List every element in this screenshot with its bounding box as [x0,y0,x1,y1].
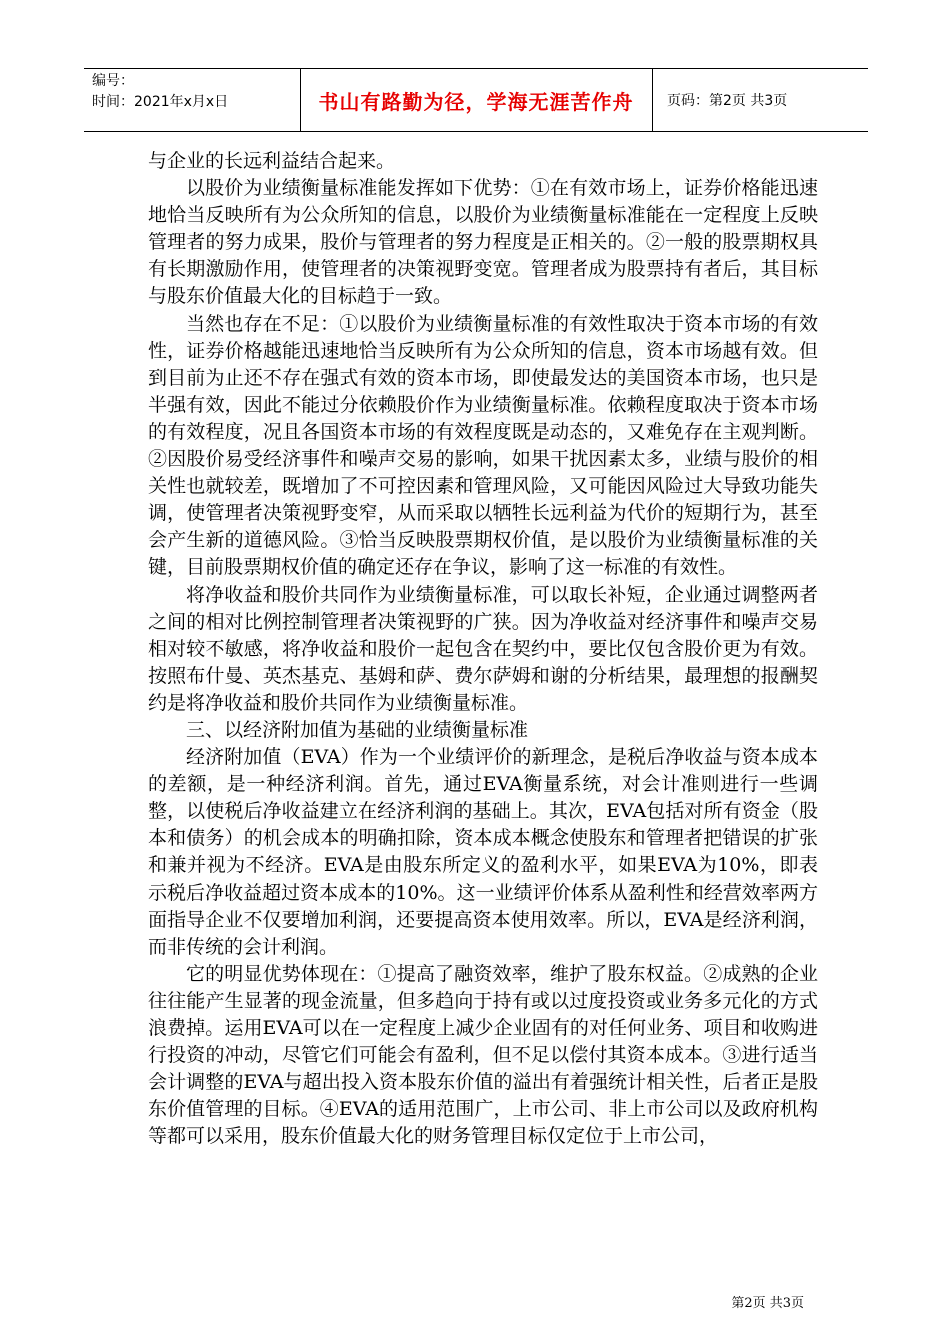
page-header [84,68,868,132]
section-heading: 三、以经济附加值为基础的业绩衡量标准 [186,718,529,741]
header-divider [652,69,653,131]
paragraph: 将净收益和股价共同作为业绩衡量标准，可以取长补短，企业通过调整两者之间的相对比例控制管理者决策视野的广狭。因为净收益对经济事件和噪声交易相对较不敏感，将净收益和股价一起包含在契约中，要比仅包含股价更为有效。按照布什曼、英杰基克、基姆和萨、费尔萨姆和谢的分析结果，最理想的报酬契约是将净收益和股价共同作为业绩衡量标准。 [148,583,818,714]
body-text [148,148,818,1150]
paragraph: 与企业的长远利益结合起来。 [148,150,396,172]
time-label: 时间：2021年x月x日 [92,94,229,110]
header-meta [92,71,228,113]
number-label: 编号： [92,73,134,89]
header-motto: 书山有路勤为径，学海无涯苦作舟 [318,89,634,114]
paragraph: 以股价为业绩衡量标准能发挥如下优势：①在有效市场上，证券价格能迅速地恰当反映所有为公众所知的信息，以股价为业绩衡量标准能在一定程度上反映管理者的努力成果，股价与管理者的努力程度是正相关的。②一般的股票期权具有长期激励作用，使管理者的决策视野变宽。管理者成为股票持有者后，其目标与股东价值最大化的目标趋于一致。 [148,177,818,308]
paragraph: 它的明显优势体现在：①提高了融资效率，维护了股东权益。②成熟的企业往往能产生显著的现金流量，但多趋向于持有或以过度投资或业务多元化的方式浪费掉。运用EVA可以在一定程度上减少企业固有的对任何业务、项目和收购进行投资的冲动，尽管它们可能会有盈利，但不足以偿付其资本成本。③进行适当会计调整的EVA与超出投入资本股东价值的溢出有着强统计相关性，后者正是股东价值管理的目标。④EVA的适用范围广，上市公司、非上市公司以及政府机构等都可以采用，股东价值最大化的财务管理目标仅定位于上市公司， [148,962,818,1148]
page-footer: 第2页 共3页 [731,1296,804,1311]
paragraph: 经济附加值（EVA）作为一个业绩评价的新理念，是税后净收益与资本成本的差额，是一种经济利润。首先，通过EVA衡量系统，对会计准则进行一些调整，以使税后净收益建立在经济利润的基础上。其次，EVA包括对所有资金（股本和债务）的机会成本的明确扣除，资本成本概念使股东和管理者把错误的扩张和兼并视为不经济。EVA是由股东所定义的盈利水平，如果EVA为10%，即表示税后净收益超过资本成本的10%。这一业绩评价体系从盈利性和经营效率两方面指导企业不仅要增加利润，还要提高资本使用效率。所以，EVA是经济利润，而非传统的会计利润。 [148,746,818,958]
paragraph: 当然也存在不足：①以股价为业绩衡量标准的有效性取决于资本市场的有效性，证券价格越能迅速地恰当反映所有为公众所知的信息，资本市场越有效。但到目前为止还不存在强式有效的资本市场，即使最发达的美国资本市场，也只是半强有效，因此不能过分依赖股价作为业绩衡量标准。依赖程度取决于资本市场的有效程度，况且各国资本市场的有效程度既是动态的，又难免存在主观判断。②因股价易受经济事件和噪声交易的影响，如果干扰因素太多，业绩与股价的相关性也就较差，既增加了不可控因素和管理风险，又可能因风险过大导致功能失调，使管理者决策视野变窄，从而采取以牺牲长远利益为代价的短期行为，甚至会产生新的道德风险。③恰当反映股票期权价值，是以股价为业绩衡量标准的关键，目前股票期权价值的确定还存在争议，影响了这一标准的有效性。 [148,312,818,579]
header-page-info: 页码：第2页 共3页 [667,93,788,109]
